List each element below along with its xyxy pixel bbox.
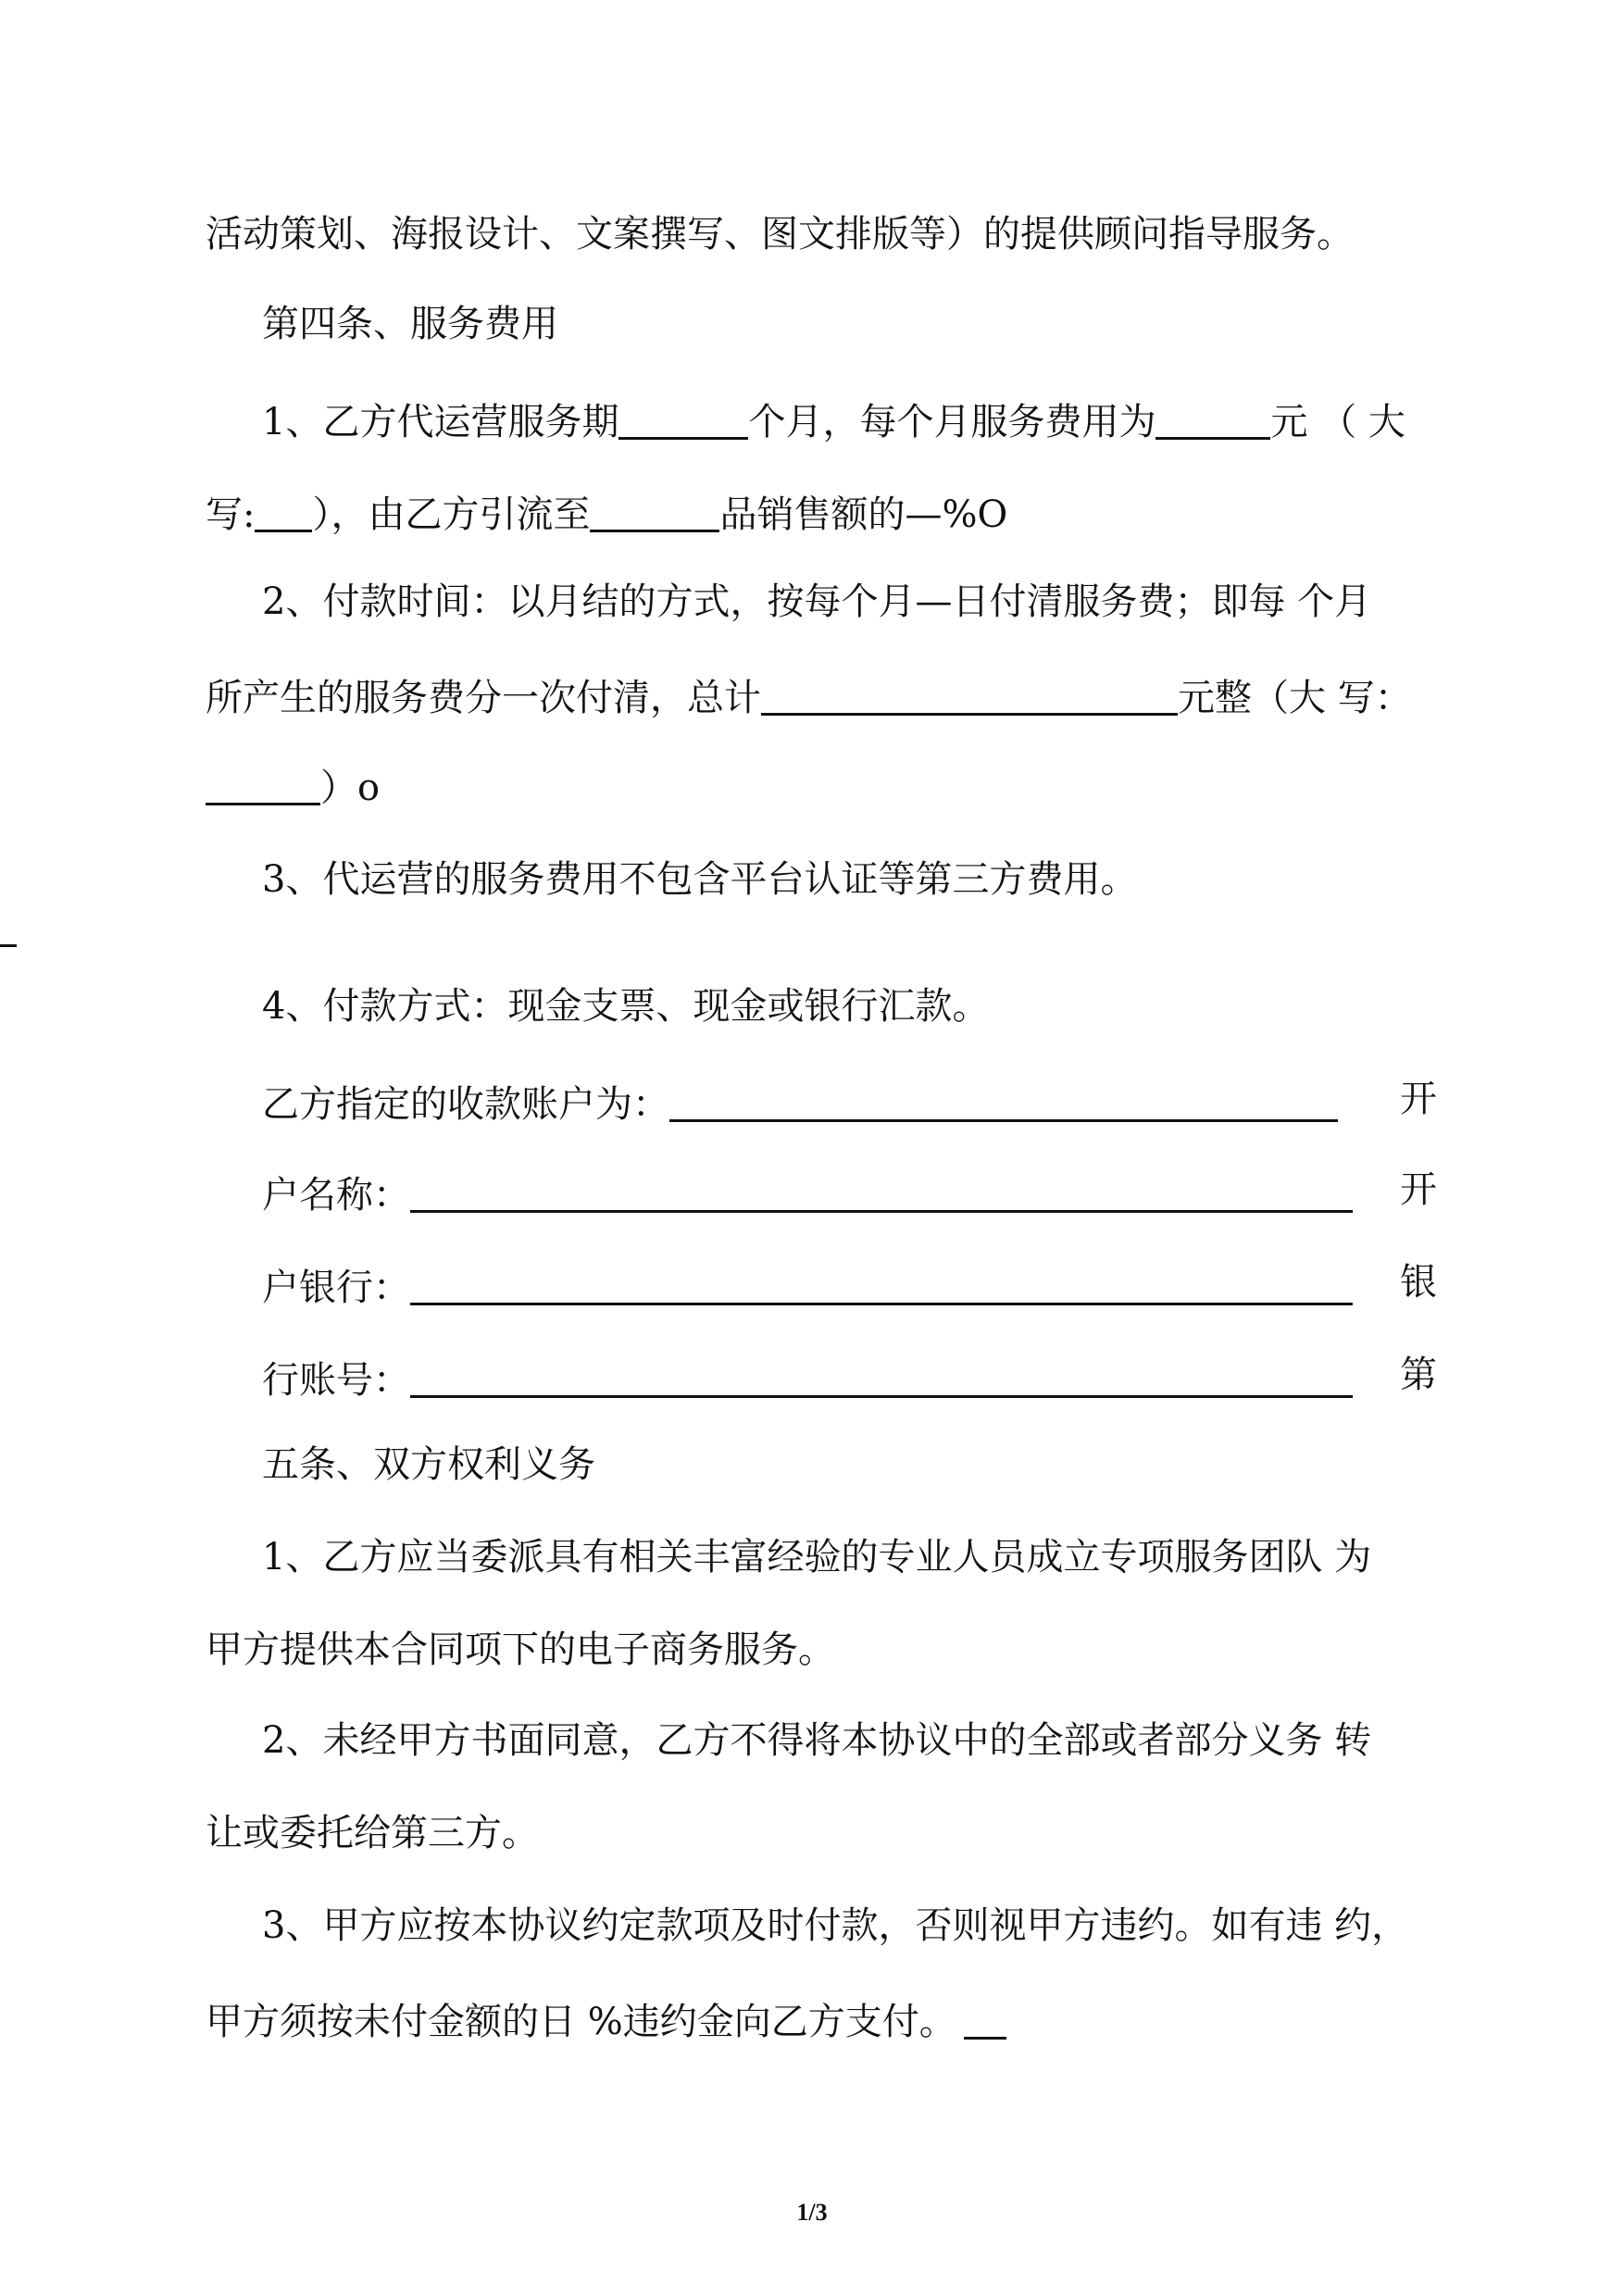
paragraph-line: [262, 574, 1371, 630]
line-text: 活动策划、海报设计、文案撰写、图文排版等）的提供顾问指导服务。: [206, 213, 1354, 256]
paragraph-line: [206, 755, 380, 810]
margin-mark: [0, 944, 17, 947]
blank-account-name[interactable]: [410, 1167, 1353, 1213]
line-text: 1、乙方代运营服务期: [262, 401, 619, 443]
paragraph-line: [206, 1989, 1006, 2044]
line-text: 3、代运营的服务费用不包含平台认证等第三方费用。: [262, 858, 1138, 901]
line-text: 乙方指定的收款账户为：: [262, 1083, 669, 1126]
line-text: 让或委托给第三方。: [206, 1812, 539, 1854]
section-heading-4: [262, 296, 558, 352]
paragraph-line: [206, 206, 1354, 262]
line-text: 2、未经甲方书面同意，乙方不得将本协议中的全部或者部分义务 转: [262, 1719, 1372, 1762]
paragraph-line: [206, 1805, 539, 1861]
line-text: 行账号：: [262, 1359, 410, 1402]
blank-monthly-fee[interactable]: [1156, 394, 1270, 440]
blank-total-words[interactable]: [206, 760, 320, 805]
blank-product[interactable]: [590, 487, 719, 532]
blank-bank-account-number[interactable]: [410, 1353, 1353, 1398]
wrap-char: 开: [1400, 1168, 1437, 1211]
line-text: 写:: [206, 493, 256, 536]
heading-text: 第四条、服务费用: [262, 303, 558, 345]
line-text: 元整（大 写：: [1178, 677, 1412, 719]
blank-total-amount[interactable]: [761, 670, 1178, 716]
paragraph-line: [262, 852, 1137, 907]
paragraph-line: [206, 481, 1007, 537]
paragraph-line: [262, 389, 1405, 444]
line-text: 甲方须按未付金额的日 %违约金向乙方支付。: [206, 2001, 956, 2043]
line-text: ）o: [320, 767, 381, 809]
blank-amount-words[interactable]: [255, 487, 312, 532]
paragraph-line: [262, 1529, 1371, 1585]
paragraph-line: [206, 1622, 835, 1678]
wrap-char: 第: [1400, 1354, 1437, 1396]
account-line: [262, 1071, 1338, 1127]
page-number: 1/3: [796, 2199, 828, 2226]
line-text: 2、付款时间：以月结的方式，按每个月—日付清服务费；即每 个月: [262, 580, 1372, 623]
account-line: [262, 1254, 1353, 1310]
wrap-char: 银: [1400, 1261, 1437, 1304]
line-text: ），由乙方引流至: [312, 493, 591, 536]
account-line: [262, 1347, 1353, 1403]
blank-service-period[interactable]: [618, 394, 748, 440]
line-text: 元 （ 大: [1270, 401, 1405, 443]
line-text: 品销售额的—%O: [719, 493, 1008, 536]
line-text: 3、甲方应按本协议约定款项及时付款，否则视甲方违约。如有违 约，: [262, 1904, 1409, 1947]
line-text: 1、乙方应当委派具有相关丰富经验的专业人员成立专项服务团队 为: [262, 1536, 1372, 1578]
blank-penalty[interactable]: [964, 1994, 1006, 2040]
section-heading-5: [262, 1437, 595, 1492]
paragraph-line: [206, 665, 1412, 720]
account-line: [262, 1162, 1353, 1217]
wrap-char: 开: [1400, 1078, 1437, 1120]
heading-text: 五条、双方权利义务: [262, 1443, 595, 1486]
line-text: 户名称：: [262, 1174, 410, 1217]
line-text: 户银行：: [262, 1267, 410, 1309]
paragraph-line: [262, 1898, 1408, 1953]
paragraph-line: [262, 1713, 1371, 1768]
line-text: 个月，每个月服务费用为: [748, 401, 1156, 443]
blank-bank[interactable]: [410, 1260, 1353, 1305]
line-text: 所产生的服务费分一次付清，总计: [206, 677, 761, 719]
line-text: 4、付款方式：现金支票、现金或银行汇款。: [262, 985, 990, 1028]
blank-account[interactable]: [669, 1077, 1338, 1122]
line-text: 甲方提供本合同项下的电子商务服务。: [206, 1628, 835, 1671]
paragraph-line: [262, 979, 989, 1034]
